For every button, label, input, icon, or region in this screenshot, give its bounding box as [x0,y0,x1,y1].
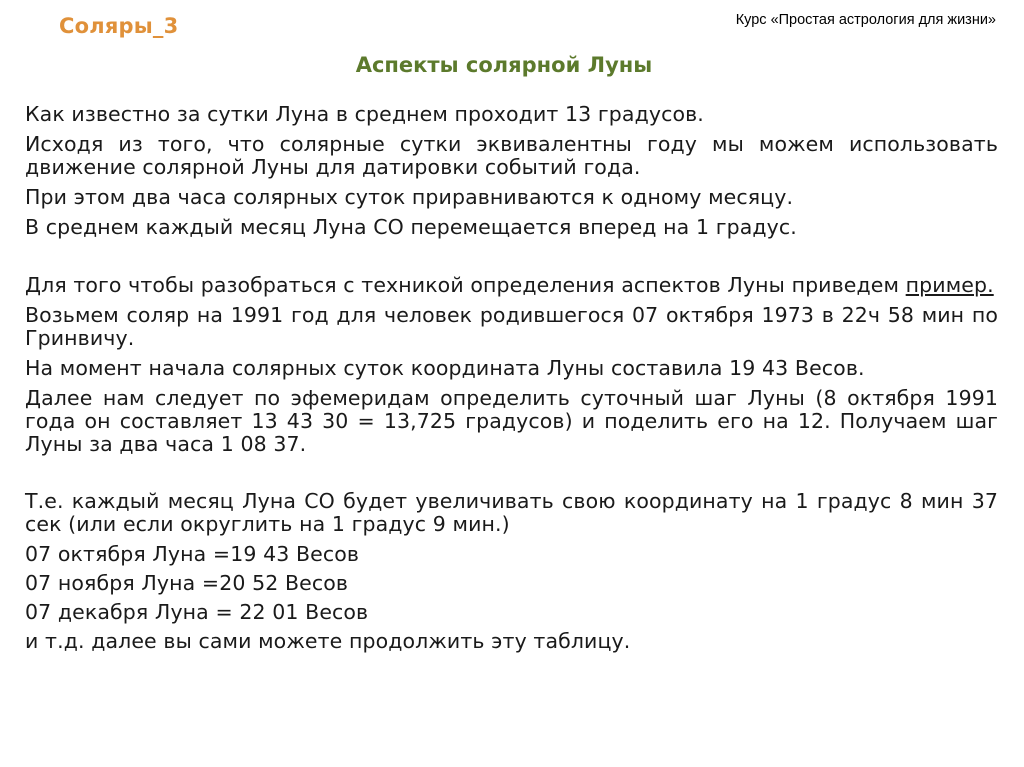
paragraph-example-intro [25,274,998,297]
paragraph-ephemeris-step: Далее нам следует по эфемеридам определить суточный шаг Луны (8 октября 1991 года он составляет 13 43 30 = 13,725 градусов) и поделить его на 12. Получаем шаг Луны за два часа 1 08 37. [25,386,998,456]
paragraph-monthly-degree: В среднем каждый месяц Луна СО перемещается вперед на 1 градус. [25,215,797,239]
slide-label: Соляры_3 [59,14,179,38]
paragraph-moon-coordinate: На момент начала солярных суток координата Луны составила 19 43 Весов. [25,356,865,380]
paragraph-monthly-increase: Т.е. каждый месяц Луна СО будет увеличивать свою координату на 1 градус 8 мин 37 сек (или если округлить на 1 градус 9 мин.) [25,489,998,536]
paragraph-example-birth: Возьмем соляр на 1991 год для человек родившегося 07 октября 1973 в 22ч 58 мин по Гринвичу. [25,303,998,350]
spacer [25,246,998,274]
list-item-november: 07 ноября Луна =20 52 Весов [25,571,349,595]
paragraph-moon-daily-motion: Как известно за сутки Луна в среднем проходит 13 градусов. [25,102,704,126]
course-title: Курс «Простая астрология для жизни» [735,12,996,28]
slide-body [25,103,998,660]
list-item-december: 07 декабря Луна = 22 01 Весов [25,600,369,624]
example-intro-text: Для того чтобы разобраться с техникой определения аспектов Луны приведем [25,273,906,297]
page-title: Аспекты солярной Луны [355,53,653,77]
paragraph-continue-table: и т.д. далее вы сами можете продолжить эту таблицу. [25,629,631,653]
example-link[interactable]: пример. [905,273,994,297]
paragraph-two-hours-month: При этом два часа солярных суток приравниваются к одному месяцу. [25,185,794,209]
spacer [25,463,998,490]
paragraph-solar-day-equivalence: Исходя из того, что солярные сутки эквивалентны году мы можем использовать движение солярной Луны для датировки событий года. [25,132,998,179]
list-item-october: 07 октября Луна =19 43 Весов [25,542,360,566]
